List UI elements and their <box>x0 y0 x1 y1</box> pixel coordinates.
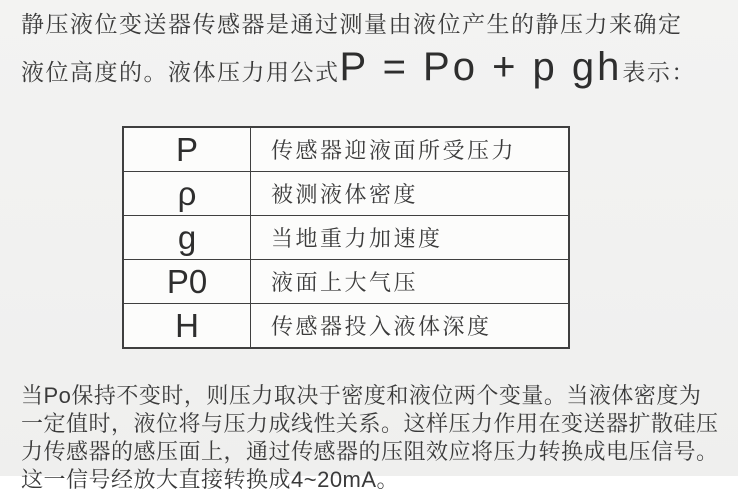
outro-line-3: 力传感器的感压面上，通过传感器的压阻效应将压力转换成电压信号。 <box>21 439 719 464</box>
intro-line-2-suffix: 表示： <box>622 59 696 85</box>
outro-paragraph <box>0 349 738 494</box>
table-row <box>123 172 569 216</box>
intro-line-2 <box>21 42 724 97</box>
outro-line-2: 一定值时，液位将与压力成线性关系。这样压力作用在变送器扩散硅压 <box>21 411 719 436</box>
symbol-cell: H <box>123 304 251 349</box>
outro-line-1: 当Po保持不变时，则压力取决于密度和液位两个变量。当液体密度为 <box>21 383 702 408</box>
intro-line-1: 静压液位变送器传感器是通过测量由液位产生的静压力来确定 <box>21 11 683 37</box>
description-cell: 当地重力加速度 <box>251 216 570 260</box>
table-row <box>123 304 569 349</box>
table-row <box>123 260 569 304</box>
description-cell: 传感器迎液面所受压力 <box>251 127 570 172</box>
table-row <box>123 216 569 260</box>
table-row <box>123 127 569 172</box>
outro-line-4: 这一信号经放大直接转换成4~20mA。 <box>21 467 400 492</box>
symbol-cell: P <box>123 127 251 172</box>
description-cell: 液面上大气压 <box>251 260 570 304</box>
symbol-cell: ρ <box>123 172 251 216</box>
intro-paragraph <box>0 0 738 97</box>
symbol-definition-table <box>122 126 570 349</box>
pressure-formula: P = Po + p gh <box>339 45 623 89</box>
symbol-cell: P0 <box>123 260 251 304</box>
description-cell: 被测液体密度 <box>251 172 570 216</box>
symbol-cell: g <box>123 216 251 260</box>
description-cell: 传感器投入液体深度 <box>251 304 570 349</box>
intro-line-2-prefix: 液位高度的。液体压力用公式 <box>21 59 340 85</box>
